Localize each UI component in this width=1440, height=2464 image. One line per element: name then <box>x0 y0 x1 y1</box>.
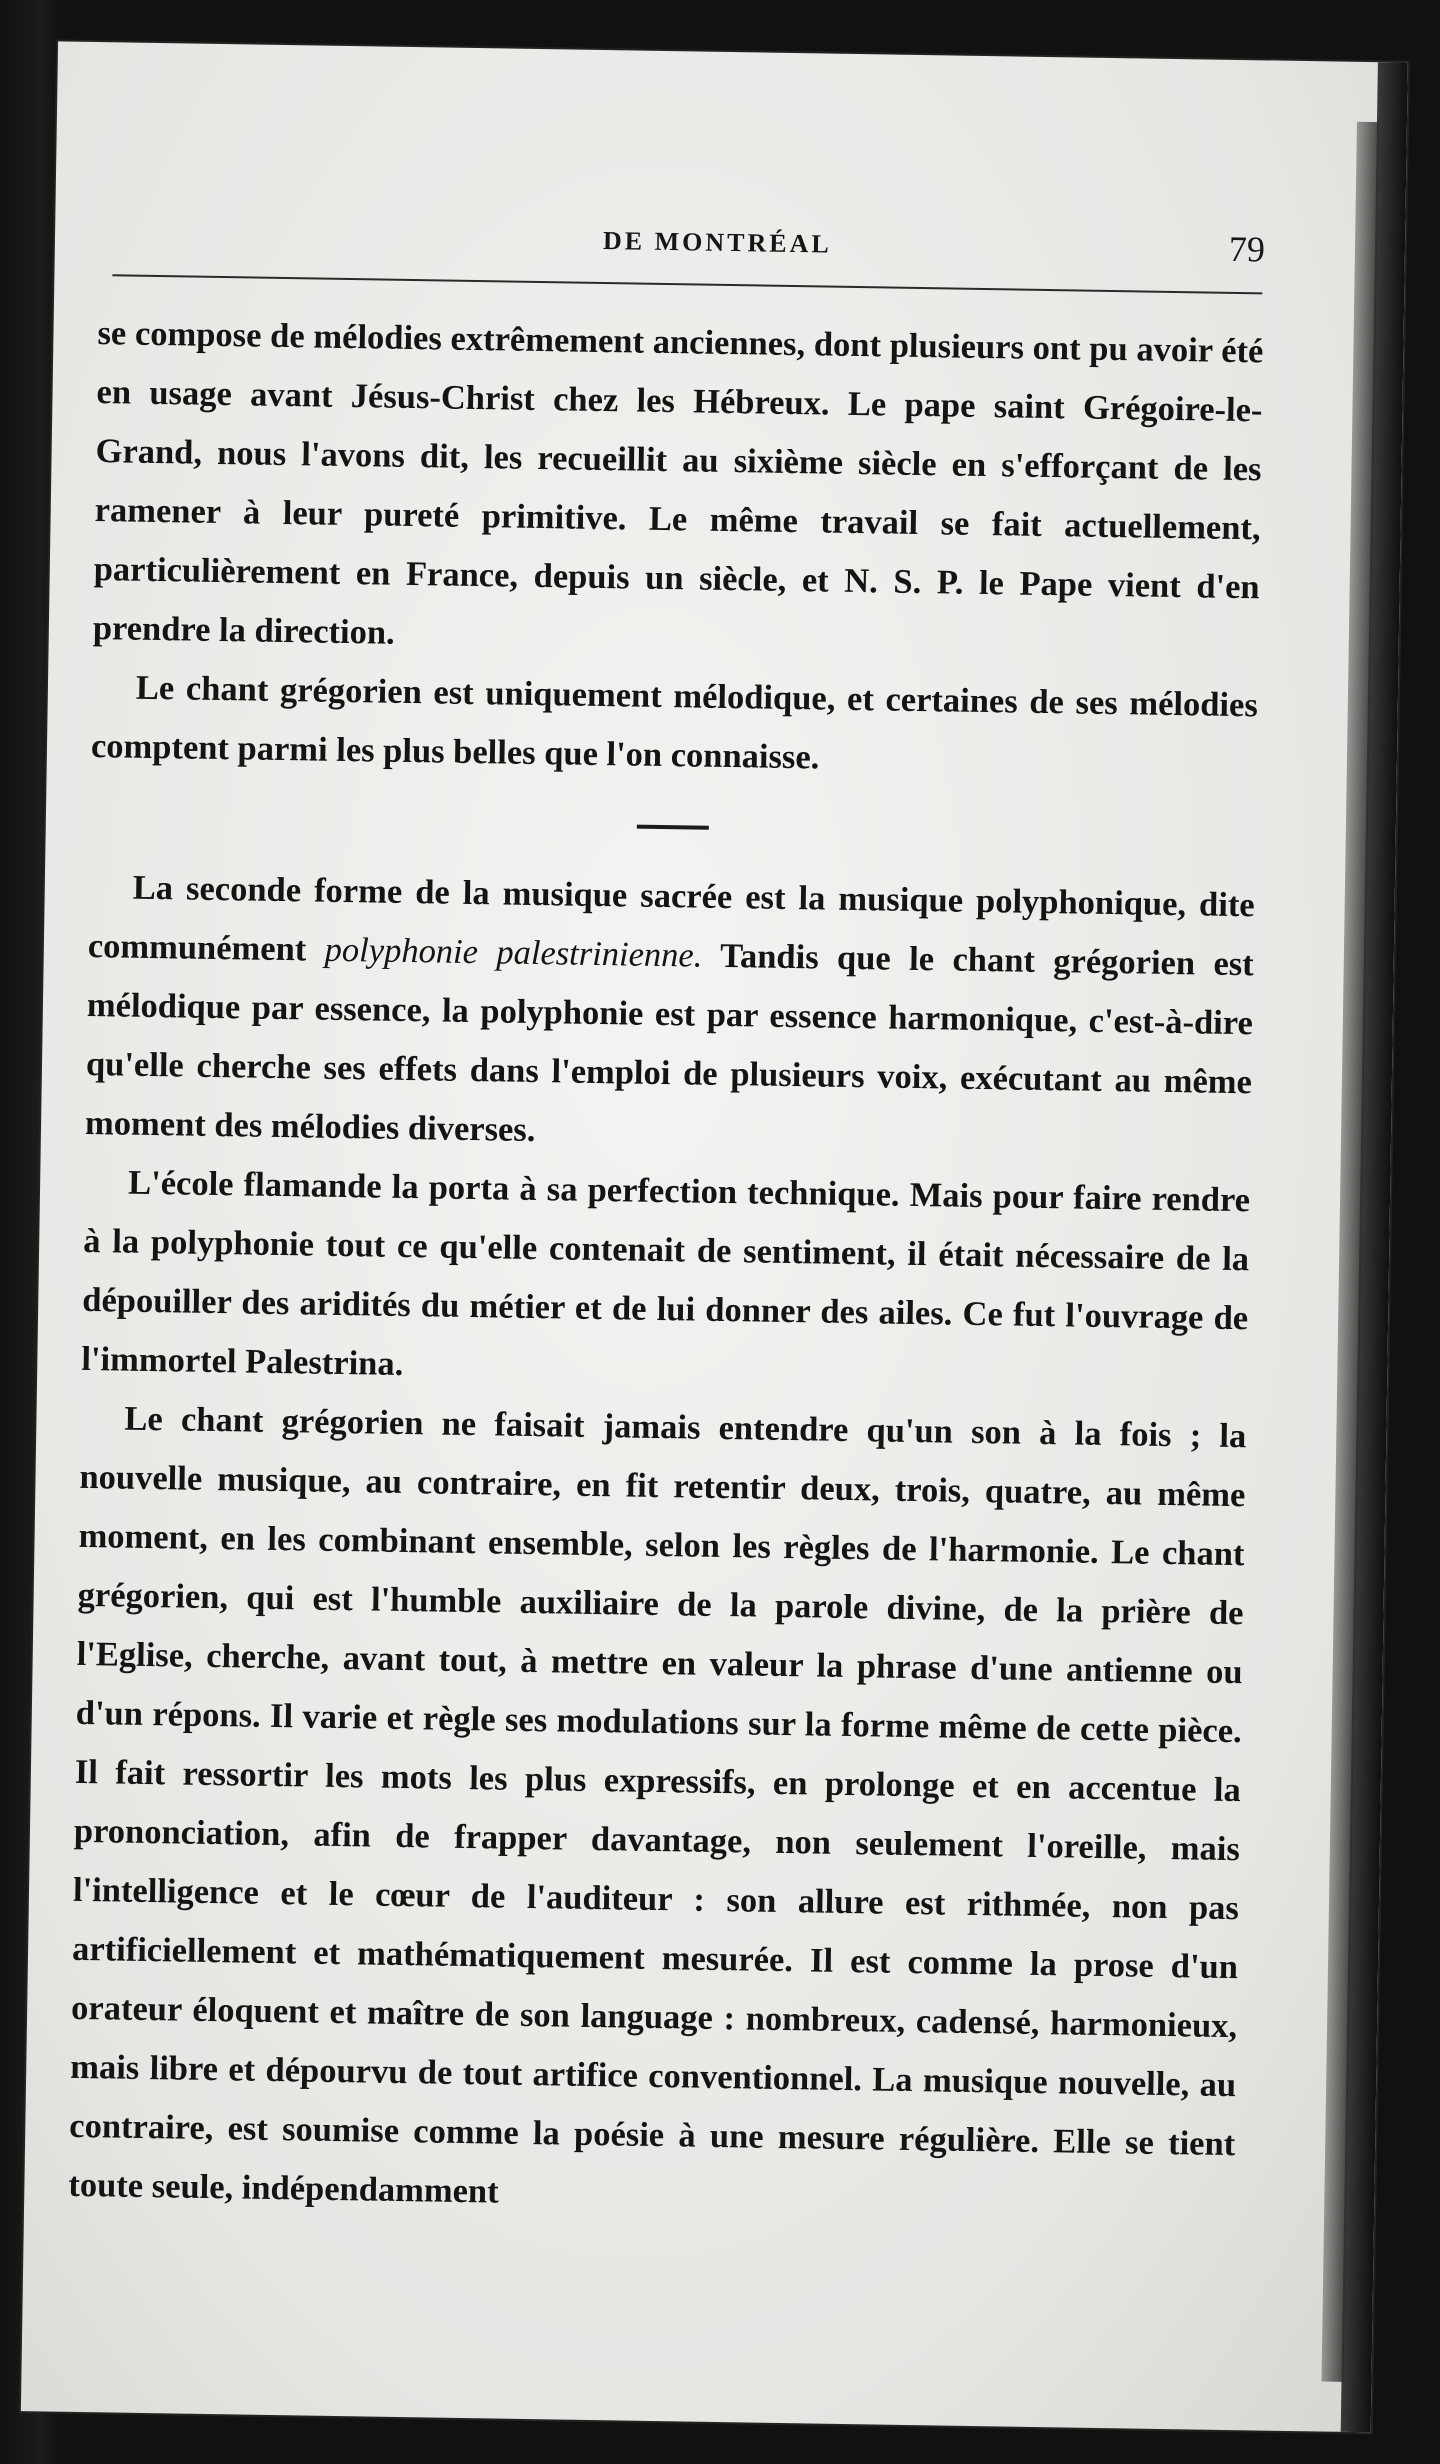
book-page <box>21 41 1408 2432</box>
section-separator <box>637 825 709 830</box>
paragraph-3-start: La seconde forme de la musique sacrée est la musique polyphonique, dite communément <box>87 868 1255 969</box>
running-head: DE MONTRÉAL <box>602 225 832 259</box>
page-header <box>113 208 1264 286</box>
paragraph-2: Le chant grégorien est uniquement mélodique, et certaines de ses mélodies comptent parmi les plus belles que l'on connaisse. <box>90 668 1259 777</box>
paragraph-3-italic-term: polyphonie palestrinienne. <box>324 930 703 975</box>
paragraph-3 <box>85 858 1255 1171</box>
body-text <box>68 304 1264 2233</box>
paragraph-4: L'école flamande la porta à sa perfection technique. Mais pour faire rendre à la polyphonie tout ce qu'elle contenait de sentiment, il était nécessaire de la dépouiller des aridités du métier et de lui donner des ailes. Ce fut l'ouvrage de l'immortel Palestrina. <box>81 1163 1251 1383</box>
page-number: 79 <box>1228 228 1266 270</box>
paragraph-3-end: Tandis que le chant grégorien est mélodique par essence, la polyphonie est par essence harmonique, c'est-à-dire qu'elle cherche ses effets dans l'emploi de plusieurs voix, exécutant au même moment des mélodies diverses. <box>84 936 1255 1150</box>
paragraph-5: Le chant grégorien ne faisait jamais entendre qu'un son à la fois ; la nouvelle musique, au contraire, en fit retentir deux, trois, quatre, au même moment, en les combinant ensemble, selon les règles de l'harmonie. Le chant grégorien, qui est l'humble auxiliaire de la parole divine, de la prière de l'Eglise, cherche, avant tout, à mettre en valeur la phrase d'une antienne ou d'un répons. Il varie et règle ses modulations sur la forme même de cette pièce. Il fait ressortir les mots les plus expressifs, en prolonge et en accentue la prononciation, afin de frapper davantage, non seulement l'oreille, mais l'intelligence et le cœur de l'auditeur : son allure est rithmée, non pas artificiellement et mathématiquement mesurée. Il est comme la prose d'un orateur éloquent et maître de son language : nombreux, cadensé, harmonieux, mais libre et dépourvu de tout artifice conventionnel. La musique nouvelle, au contraire, est soumise comme la poésie à une mesure régulière. Elle se tient toute seule, indépendamment <box>68 1399 1247 2211</box>
paragraph-1: se compose de mélodies extrêmement anciennes, dont plusieurs ont pu avoir été en usage avant Jésus-Christ chez les Hébreux. Le pape saint Grégoire-le-Grand, nous l'avons dit, les recueillit au sixième siècle en s'efforçant de les ramener à leur pureté primitive. Le même travail se fait actuellement, particulièrement en France, depuis un siècle, et N. S. P. le Pape vient d'en prendre la direction. <box>92 314 1264 652</box>
